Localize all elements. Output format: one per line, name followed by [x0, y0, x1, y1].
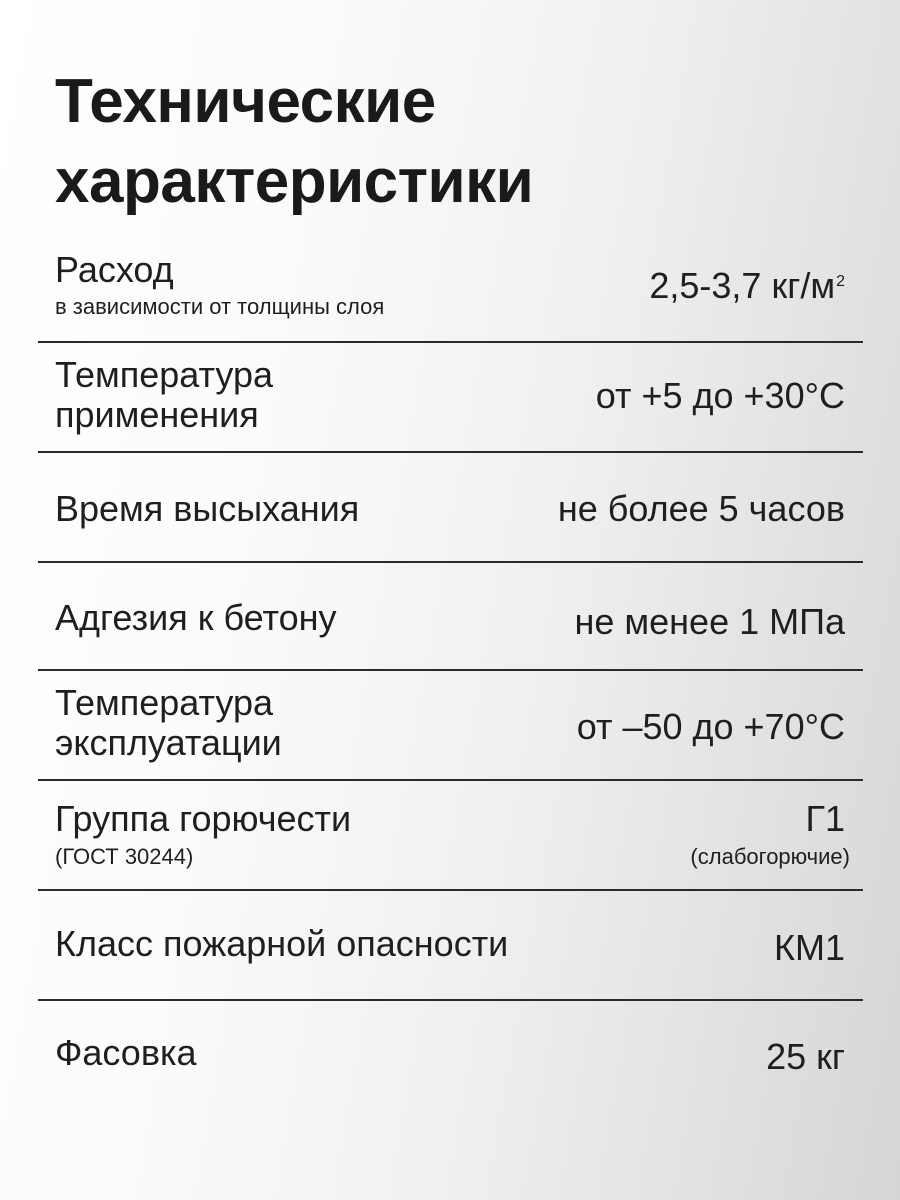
spec-note-flammability-group: (ГОСТ 30244): [55, 844, 194, 869]
row-divider: [38, 561, 863, 563]
spec-value-flammability-group: Г1: [805, 798, 845, 839]
row-divider: [38, 669, 863, 671]
spec-label-line: эксплуатации: [55, 722, 282, 763]
spec-value-consumption: [649, 266, 845, 306]
row-divider: [38, 889, 863, 891]
spec-value-adhesion: не менее 1 МПа: [574, 601, 845, 642]
page-title-line-1: Технические: [55, 67, 436, 136]
spec-label-line: применения: [55, 394, 259, 435]
row-divider: [38, 999, 863, 1001]
row-divider: [38, 451, 863, 453]
spec-value-fire-hazard-class: КМ1: [774, 927, 845, 968]
spec-value-drying-time: не более 5 часов: [557, 488, 845, 529]
spec-label-operating-temperature: [55, 683, 282, 763]
spec-label-drying-time: Время высыхания: [55, 488, 360, 529]
spec-value-consumption-text: 2,5-3,7 кг/м: [649, 265, 836, 306]
spec-label-consumption: Расход: [55, 249, 174, 290]
spec-note-consumption: в зависимости от толщины слоя: [55, 294, 385, 319]
spec-value-packaging: 25 кг: [766, 1036, 845, 1077]
spec-label-fire-hazard-class: Класс пожарной опасности: [55, 923, 509, 964]
spec-value-note-flammability-group: (слабогорючие): [690, 844, 850, 869]
spec-value-consumption-exponent: 2: [836, 273, 845, 290]
page-title-line-2: характеристики: [55, 147, 534, 216]
spec-value-operating-temperature: от –50 до +70°С: [576, 706, 845, 747]
spec-label-line: Температура: [55, 354, 274, 395]
row-divider: [38, 779, 863, 781]
spec-label-adhesion: Адгезия к бетону: [55, 597, 337, 638]
spec-value-application-temperature: от +5 до +30°С: [595, 375, 845, 416]
row-divider: [38, 341, 863, 343]
page-title: [55, 62, 855, 222]
spec-label-packaging: Фасовка: [55, 1032, 197, 1073]
spec-label-line: Температура: [55, 682, 274, 723]
spec-label-application-temperature: [55, 355, 273, 435]
spec-label-flammability-group: Группа горючести: [55, 798, 352, 839]
